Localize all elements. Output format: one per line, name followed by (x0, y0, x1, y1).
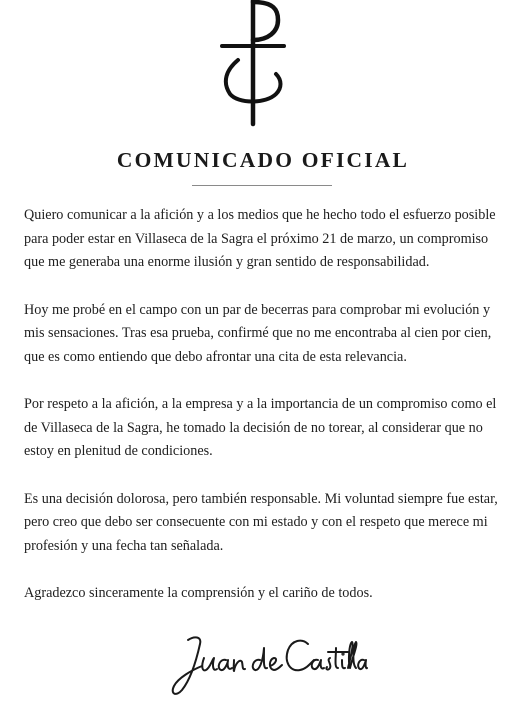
cross-monogram-icon (208, 0, 298, 128)
page-title: COMUNICADO OFICIAL (116, 148, 410, 172)
statement-body (24, 204, 506, 630)
paragraph-3: Por respeto a la afición, a la empresa y a la importancia de un compromiso como el de Villaseca de la Sagra, he tomado la decisión de no torear, al considerar que no estoy en plenitud de condiciones. (24, 396, 497, 459)
paragraph-1: Quiero comunicar a la afición y a los medios que he hecho todo el esfuerzo posible para poder estar en Villaseca de la Sagra el próximo 21 de marzo, un compromiso que me generaba una enorme ilusión y gran sentido de responsabilidad. (24, 207, 496, 270)
paragraph-closing: Agradezco sinceramente la comprensión y el cariño de todos. (24, 585, 373, 601)
paragraph-2: Hoy me probé en el campo con un par de becerras para comprobar mi evolución y mis sensaciones. Tras esa prueba, confirmé que no me encontraba al cien por cien, que es como entiendo que debo afrontar una cita de esta relevancia. (24, 301, 492, 365)
handwritten-signature (168, 622, 368, 701)
paragraph-4: Es una decisión dolorosa, pero también responsable. Mi voluntad siempre fue estar, pero creo que debo ser consecuente con mi estado y con el respeto que merece mi profesión y una fecha tan señalada. (24, 490, 498, 554)
title-divider (192, 185, 332, 186)
